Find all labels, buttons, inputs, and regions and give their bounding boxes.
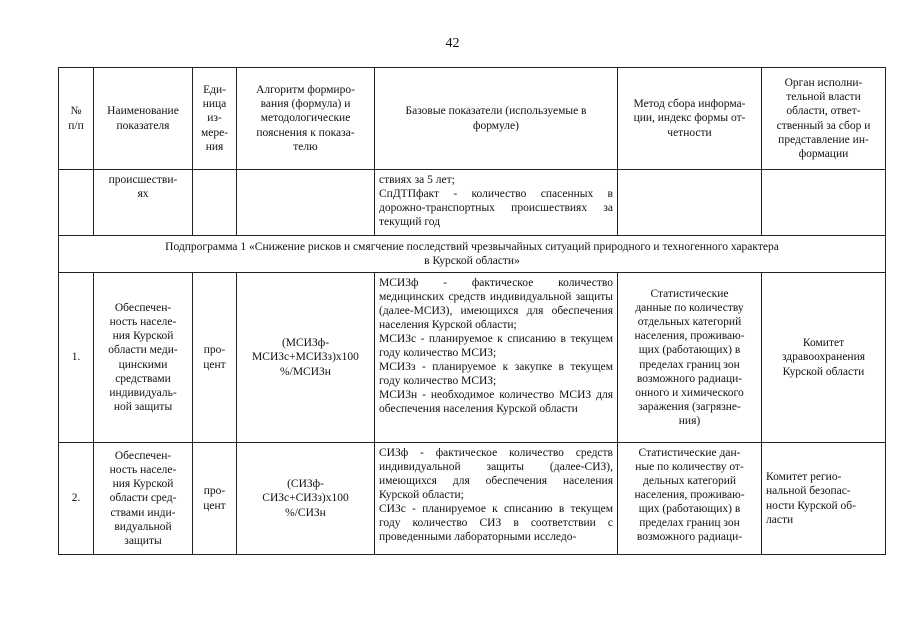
row-name: Обеспечен- ность населе- ния Курской области меди- цинскими средствами индивидуаль- ной защиты <box>94 273 193 443</box>
indicators-table <box>58 67 886 555</box>
header-name: Наименование показателя <box>94 68 193 170</box>
row-unit: про- цент <box>193 273 237 443</box>
cont-num <box>59 170 94 236</box>
row-num: 1. <box>59 273 94 443</box>
cont-unit <box>193 170 237 236</box>
row-num: 2. <box>59 443 94 555</box>
row-name: Обеспечен- ность населе- ния Курской области сред- ствами инди- видуальной защиты <box>94 443 193 555</box>
table-row <box>59 273 886 443</box>
subprogram-row <box>59 236 886 273</box>
row-base: МСИЗф - фактическое количество медицинских средств индивидуальной защиты (далее-МСИЗ), имеющихся для обеспечения населения Курской области; МСИЗс - планируемое к списанию в текущем году количество МСИЗ; МСИЗз - планируемое к закупке в текущем году количество МСИЗ; МСИЗн - необходимое количество МСИЗ для обеспечения населения Курской области <box>375 273 618 443</box>
subprogram-title: Подпрограмма 1 «Снижение рисков и смягчение последствий чрезвычайных ситуаций природного и техногенного характера в Курской области» <box>59 236 886 273</box>
cont-name: происшестви- ях <box>94 170 193 236</box>
header-unit: Еди- ница из- мере- ния <box>193 68 237 170</box>
cont-method <box>618 170 762 236</box>
cont-base: ствиях за 5 лет; СпДТПфакт - количество спасенных в дорожно-транспортных происшествиях за текущий год <box>375 170 618 236</box>
cont-org <box>762 170 886 236</box>
row-org: Комитет здравоохранения Курской области <box>762 273 886 443</box>
page-number: 42 <box>445 36 460 51</box>
row-base: СИЗф - фактическое количество средств индивидуальной защиты (далее-СИЗ), имеющихся для обеспечения населения Курской области; СИЗс - планируемое к списанию в текущем году количество СИЗ в соответствии с проведенными лабораторными исследо- <box>375 443 618 555</box>
row-method: Статистические дан- ные по количеству от- дельных категорий населения, проживаю- щих (работающих) в пределах границ зон возможного радиаци- <box>618 443 762 555</box>
header-base: Базовые показатели (используемые в формуле) <box>375 68 618 170</box>
row-formula: (СИЗф- СИЗс+СИЗз)х100 %/СИЗн <box>237 443 375 555</box>
header-row <box>59 68 886 170</box>
table-row <box>59 443 886 555</box>
header-formula: Алгоритм формиро- вания (формула) и методологические пояснения к показа- телю <box>237 68 375 170</box>
header-method: Метод сбора информа- ции, индекс формы от- четности <box>618 68 762 170</box>
header-org: Орган исполни- тельной власти области, ответ- ственный за сбор и представление ин- формации <box>762 68 886 170</box>
row-org: Комитет регио- нальной безопас- ности Курской об- ласти <box>762 443 886 555</box>
continuation-row <box>59 170 886 236</box>
header-num: № п/п <box>59 68 94 170</box>
cont-formula <box>237 170 375 236</box>
row-method: Статистические данные по количеству отдельных категорий населения, проживаю- щих (работающих) в пределах границ зон возможного радиаци- онного и химического заражения (загрязне- ния) <box>618 273 762 443</box>
row-formula: (МСИЗф- МСИЗс+МСИЗз)х100 %/МСИЗн <box>237 273 375 443</box>
row-unit: про- цент <box>193 443 237 555</box>
